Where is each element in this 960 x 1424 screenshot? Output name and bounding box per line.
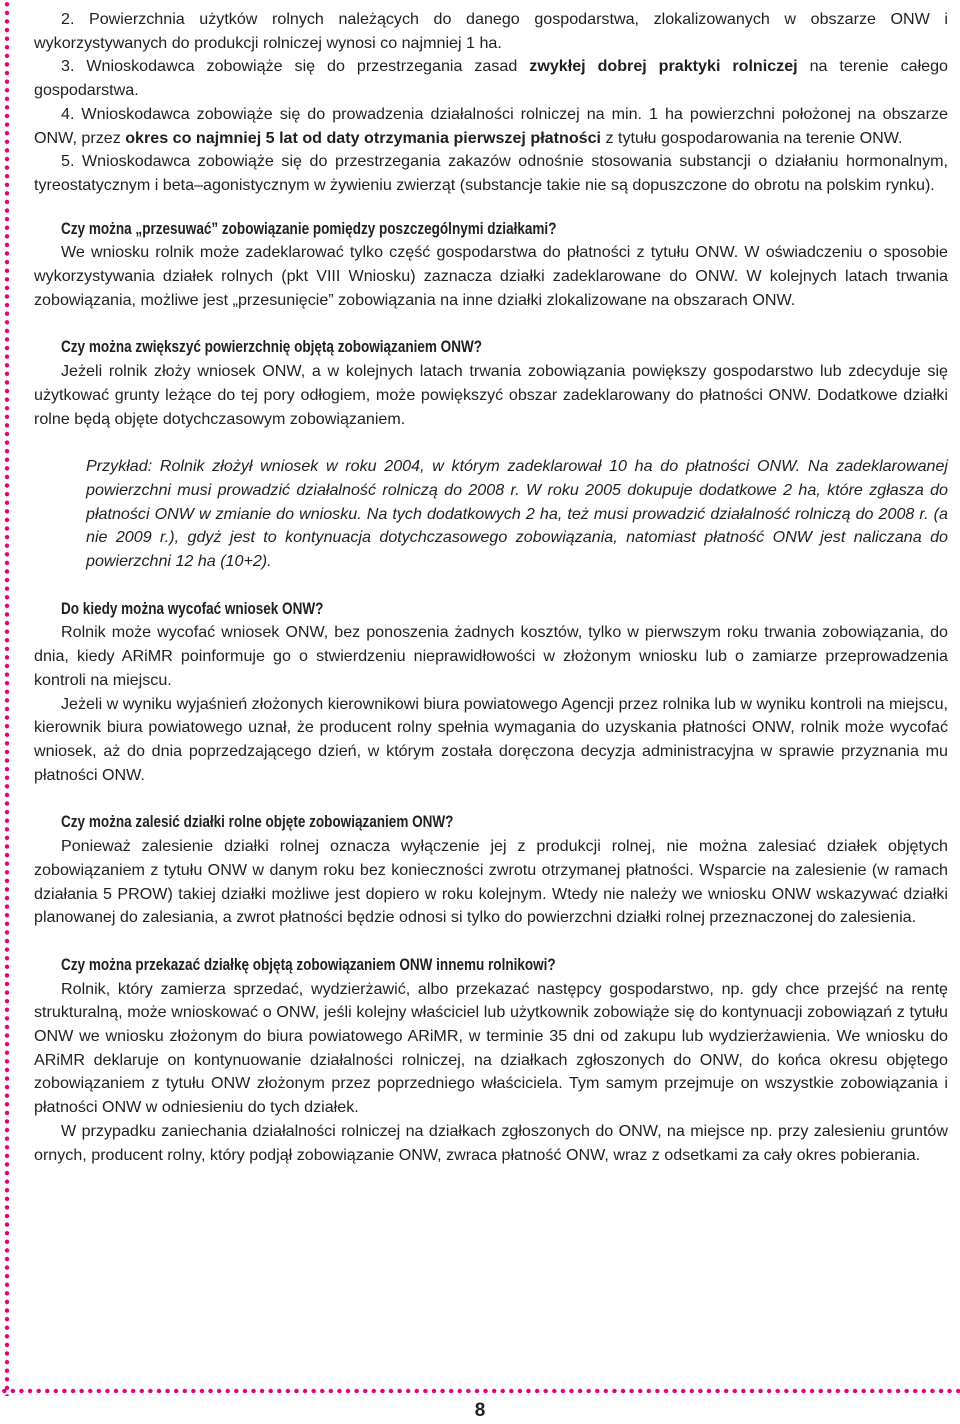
condition-item-5: 5. Wnioskodawca zobowiąże się do przestrzegania zakazów odnośnie stosowania substancji o działaniu hormonalnym, tyreostatycznym i beta–agonistycznym w żywieniu zwierząt (substancje takie nie są dopuszczone do obrotu na polskim rynku). — [34, 152, 948, 194]
example-text: Przykład: Rolnik złożył wniosek w roku 2004, w którym zadeklarował 10 ha do płatności ONW. Na zadeklarowanej powierzchni musi prowadzić działalność rolniczą do 2008 r. W roku 2005 dokupuje dodatkowe 2 ha, które zgłasza do płatności ONW w zmianie do wniosku. Na tych dodatkowych 2 ha, też musi prowadzić działalność rolniczą do 2008 r. (a nie 2009 r.), gdyż jest to kontynuacja dotychczasowego zobowiązania, natomiast płatność ONW jest naliczana do powierzchni 12 ha (10+2). — [86, 457, 948, 571]
decorative-dotted-border-bottom — [0, 1386, 960, 1396]
section-paragraph: We wniosku rolnik może zadeklarować tylko część gospodarstwa do płatności z tytułu ONW. W oświadczeniu o sposobie wykorzystywania działek rolnych (pkt VIII Wniosku) zaznacza działki zadeklarowane do ONW. W kolejnych latach trwania zobowiązania, możliwe jest „przesunięcie” zobowiązania na inne działki zlokalizowane na obszarach ONW. — [34, 243, 948, 309]
decorative-dotted-border-left — [2, 0, 12, 1396]
section-heading-afforestation: Czy można zalesić działki rolne objęte zobowiązaniem ONW? — [61, 813, 454, 832]
section-paragraph: W przypadku zaniechania działalności rolniczej na działkach zgłoszonych do ONW, na miejsce np. przy zalesieniu gruntów ornych, producent rolny, który podjął zobowiązanie ONW, zwraca płatność ONW, wraz z odsetkami za cały okres pobierania. — [34, 1121, 948, 1164]
section-heading-wrap — [34, 336, 948, 360]
condition-item-3-text: 3. Wnioskodawca zobowiąże się do przestrzegania zasad — [61, 57, 530, 76]
section-paragraph: Rolnik może wycofać wniosek ONW, bez ponoszenia żadnych kosztów, tylko w pierwszym roku trwania zobowiązania, do dnia, kiedy ARiMR poinformuje go o stwierdzeniu nieprawidłowości w złożonym wniosku lub o zamiarze przeprowadzenia kontroli na miejscu. — [34, 623, 948, 689]
page-number: 8 — [474, 1400, 486, 1421]
condition-item-4-emphasis: okres co najmniej 5 lat od daty otrzymania pierwszej płatności — [125, 128, 602, 147]
document-body — [34, 8, 948, 1167]
section-heading-wrap — [34, 954, 948, 978]
condition-item-3-emphasis: zwykłej dobrej praktyki rolniczej — [529, 57, 798, 76]
section-heading-wrap — [34, 218, 948, 242]
section-heading-wrap — [34, 811, 948, 835]
section-paragraph: Rolnik, który zamierza sprzedać, wydzierżawić, albo przekazać następcy gospodarstwo, np. gdy chce przejść na rentę strukturalną, może wnioskować o ONW, jeśli kolejny właściciel lub użytkownik zobowiąże się do kontynuacji zobowiązań z tytułu ONW we wniosku złożonym do biura powiatowego ARiMR, w terminie 35 dni od zakupu lub wydzierżawienia. We wniosku do ARiMR deklaruje on kontynuowanie działalności rolniczej, na działkach zgłoszonych do ONW, do końca okresu objętego zobowiązaniem z tytułu ONW złożonym przez poprzedniego właściciela. Tym samym przejmuje on wszystkie zobowiązania i płatności ONW w odniesieniu do tych działek. — [34, 979, 948, 1117]
section-heading-increase-area: Czy można zwiększyć powierzchnię objętą zobowiązaniem ONW? — [61, 338, 483, 357]
section-paragraph: Jeżeli rolnik złoży wniosek ONW, a w kolejnych latach trwania zobowiązania powiększy gospodarstwo lub zdecyduje się użytkować grunty leżące do tej pory odłogiem, może powiększyć obszar zadeklarowany do płatności ONW. Dodatkowe działki rolne będą objęte dotychczasowym zobowiązaniem. — [34, 362, 948, 428]
section-heading-move-commitment: Czy można „przesuwać” zobowiązanie pomiędzy poszczególnymi działkami? — [61, 219, 557, 238]
section-paragraph: Ponieważ zalesienie działki rolnej oznacza wyłączenie jej z produkcji rolnej, nie można zalesiać działek objętych zobowiązaniem z tytułu ONW w danym roku bez konieczności zwrotu otrzymanej płatności. Wsparcie na zalesienie (w ramach działania 5 PROW) takiej działki możliwe jest dopiero w roku kolejnym. Wtedy nie należy we wniosku ONW wskazywać działki planowanej do zalesiania, a zwrot płatności będzie odnosi si tylko do powierzchni działki rolnej przeznaczonej do zalesienia. — [34, 837, 948, 927]
section-heading-withdraw-application: Do kiedy można wycofać wniosek ONW? — [61, 599, 324, 618]
section-paragraph: Jeżeli w wyniku wyjaśnień złożonych kierownikowi biura powiatowego Agencji przez rolnika lub w wyniku kontroli na miejscu, kierownik biura powiatowego uznał, że producent rolny spełnia wymagania do uzyskania płatności ONW, rolnik może wycofać wniosek, aż do dnia poprzedzającego dzień, w którym została doręczona decyzja administracyjna w sprawie przyznania mu płatności ONW. — [34, 694, 948, 784]
condition-item-3-text-end: na terenie całego gospodarstwa. — [34, 57, 948, 100]
condition-item-4-text-end: z tytułu gospodarowania na terenie ONW. — [601, 128, 903, 147]
example-block — [34, 455, 948, 574]
condition-item-2: 2. Powierzchnia użytków rolnych należących do danego gospodarstwa, zlokalizowanych w obszarze ONW i wykorzystywanych do produkcji rolniczej wynosi co najmniej 1 ha. — [34, 10, 948, 52]
condition-item-4-text: 4. Wnioskodawca zobowiąże się do prowadzenia działalności rolniczej na min. 1 ha powierzchni położonej na obszarze ONW, przez — [34, 104, 948, 147]
condition-item-4 — [34, 103, 948, 150]
section-heading-transfer-plot: Czy można przekazać działkę objętą zobowiązaniem ONW innemu rolnikowi? — [61, 955, 556, 974]
section-heading-wrap — [34, 598, 948, 622]
condition-item-3 — [34, 55, 948, 102]
